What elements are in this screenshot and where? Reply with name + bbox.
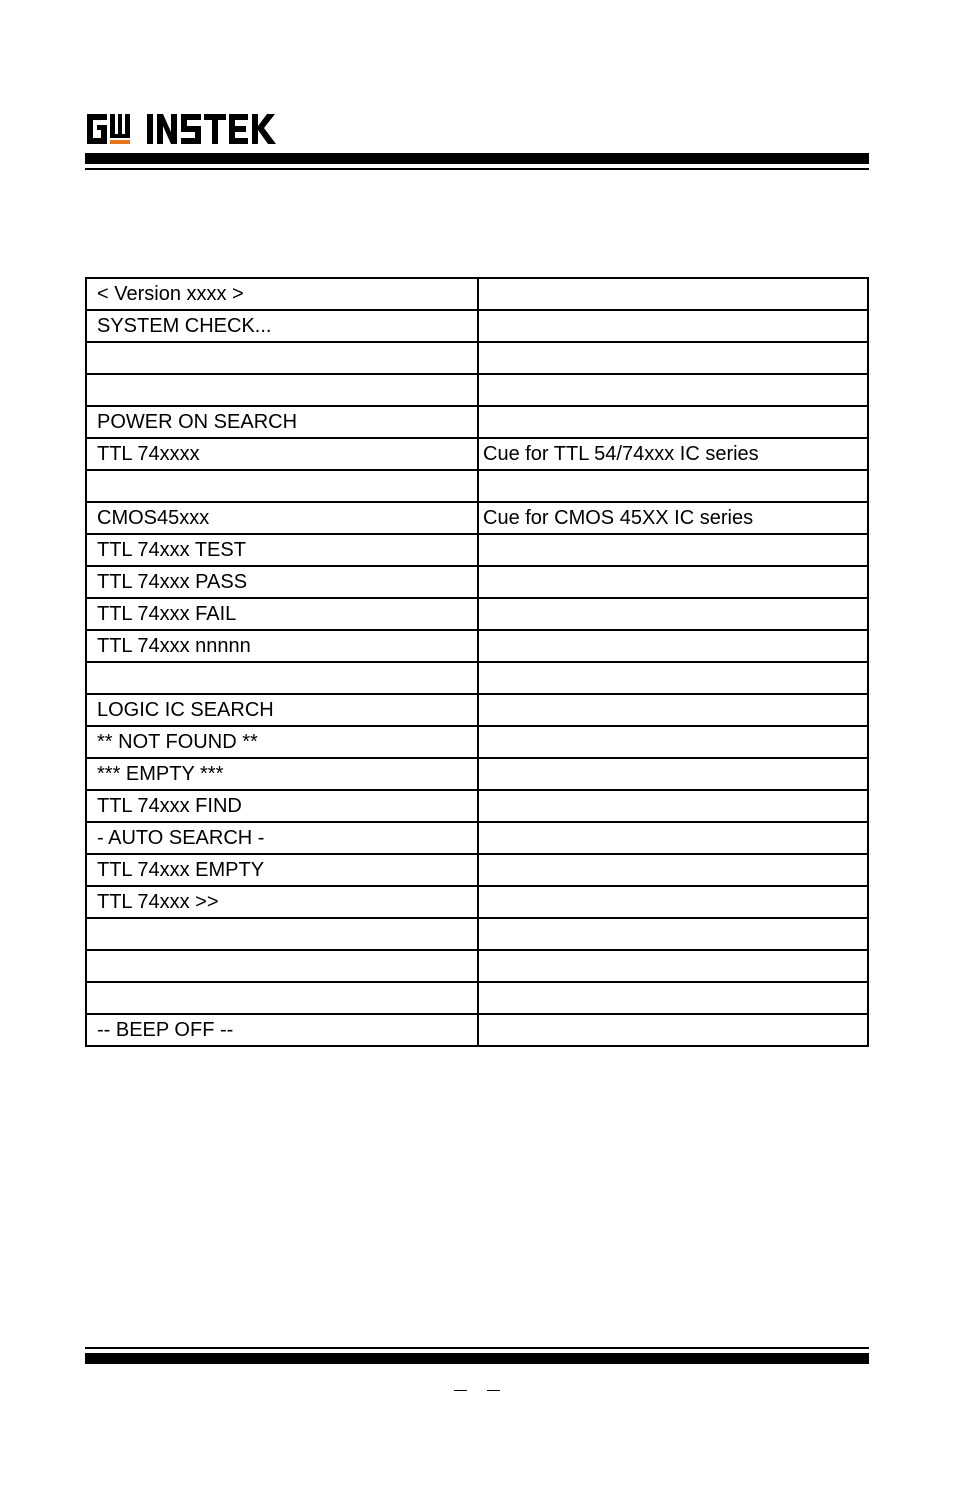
message-cell: TTL 74xxx FIND [86, 790, 478, 822]
table-row [86, 1014, 868, 1046]
table-row [86, 278, 868, 310]
message-cell [86, 982, 478, 1014]
description-cell: Cue for TTL 54/74xxx IC series [478, 438, 868, 470]
message-cell [86, 470, 478, 502]
description-cell [478, 694, 868, 726]
table-row [86, 854, 868, 886]
message-cell: TTL 74xxx PASS [86, 566, 478, 598]
table-row [86, 886, 868, 918]
table-row [86, 630, 868, 662]
table-row [86, 470, 868, 502]
description-cell [478, 662, 868, 694]
table-row [86, 950, 868, 982]
message-cell [86, 374, 478, 406]
message-cell: TTL 74xxxx [86, 438, 478, 470]
description-cell [478, 310, 868, 342]
logo-accent-bar [110, 140, 130, 144]
description-cell [478, 758, 868, 790]
table-row [86, 822, 868, 854]
description-cell [478, 566, 868, 598]
description-cell [478, 886, 868, 918]
header-rule-thin [85, 168, 869, 170]
message-cell: *** EMPTY *** [86, 758, 478, 790]
table-row [86, 566, 868, 598]
message-cell [86, 342, 478, 374]
table-row [86, 726, 868, 758]
description-cell [478, 918, 868, 950]
message-cell: POWER ON SEARCH [86, 406, 478, 438]
description-cell [478, 726, 868, 758]
description-cell [478, 598, 868, 630]
description-cell [478, 630, 868, 662]
message-cell: TTL 74xxx nnnnn [86, 630, 478, 662]
message-cell: TTL 74xxx FAIL [86, 598, 478, 630]
table-row [86, 758, 868, 790]
description-cell [478, 534, 868, 566]
description-cell [478, 822, 868, 854]
gw-instek-logo [85, 110, 285, 150]
table-row [86, 438, 868, 470]
description-cell: Cue for CMOS 45XX IC series [478, 502, 868, 534]
description-cell [478, 470, 868, 502]
message-cell [86, 950, 478, 982]
description-cell [478, 982, 868, 1014]
description-cell [478, 854, 868, 886]
description-cell [478, 1014, 868, 1046]
table-row [86, 982, 868, 1014]
table-row [86, 790, 868, 822]
header-rule-thick [85, 153, 869, 164]
description-cell [478, 342, 868, 374]
table-row [86, 694, 868, 726]
table-row [86, 342, 868, 374]
description-cell [478, 950, 868, 982]
message-cell [86, 918, 478, 950]
message-cell: ** NOT FOUND ** [86, 726, 478, 758]
description-cell [478, 406, 868, 438]
message-cell: < Version xxxx > [86, 278, 478, 310]
table-row [86, 534, 868, 566]
description-cell [478, 278, 868, 310]
message-cell: TTL 74xxx EMPTY [86, 854, 478, 886]
footer-page-mark-left [454, 1390, 467, 1391]
table-row [86, 662, 868, 694]
message-cell [86, 662, 478, 694]
display-message-table [85, 277, 869, 1047]
message-cell: SYSTEM CHECK... [86, 310, 478, 342]
description-cell [478, 374, 868, 406]
table-row [86, 918, 868, 950]
message-cell: TTL 74xxx >> [86, 886, 478, 918]
message-cell: - AUTO SEARCH - [86, 822, 478, 854]
table-row [86, 374, 868, 406]
footer-rule-thick [85, 1353, 869, 1364]
table-row [86, 502, 868, 534]
footer-page-mark-right [487, 1390, 500, 1391]
table-row [86, 310, 868, 342]
message-cell: CMOS45xxx [86, 502, 478, 534]
message-cell: LOGIC IC SEARCH [86, 694, 478, 726]
message-cell: TTL 74xxx TEST [86, 534, 478, 566]
footer-rule-thin [85, 1347, 869, 1349]
description-cell [478, 790, 868, 822]
table-row [86, 406, 868, 438]
table-row [86, 598, 868, 630]
message-cell: -- BEEP OFF -- [86, 1014, 478, 1046]
